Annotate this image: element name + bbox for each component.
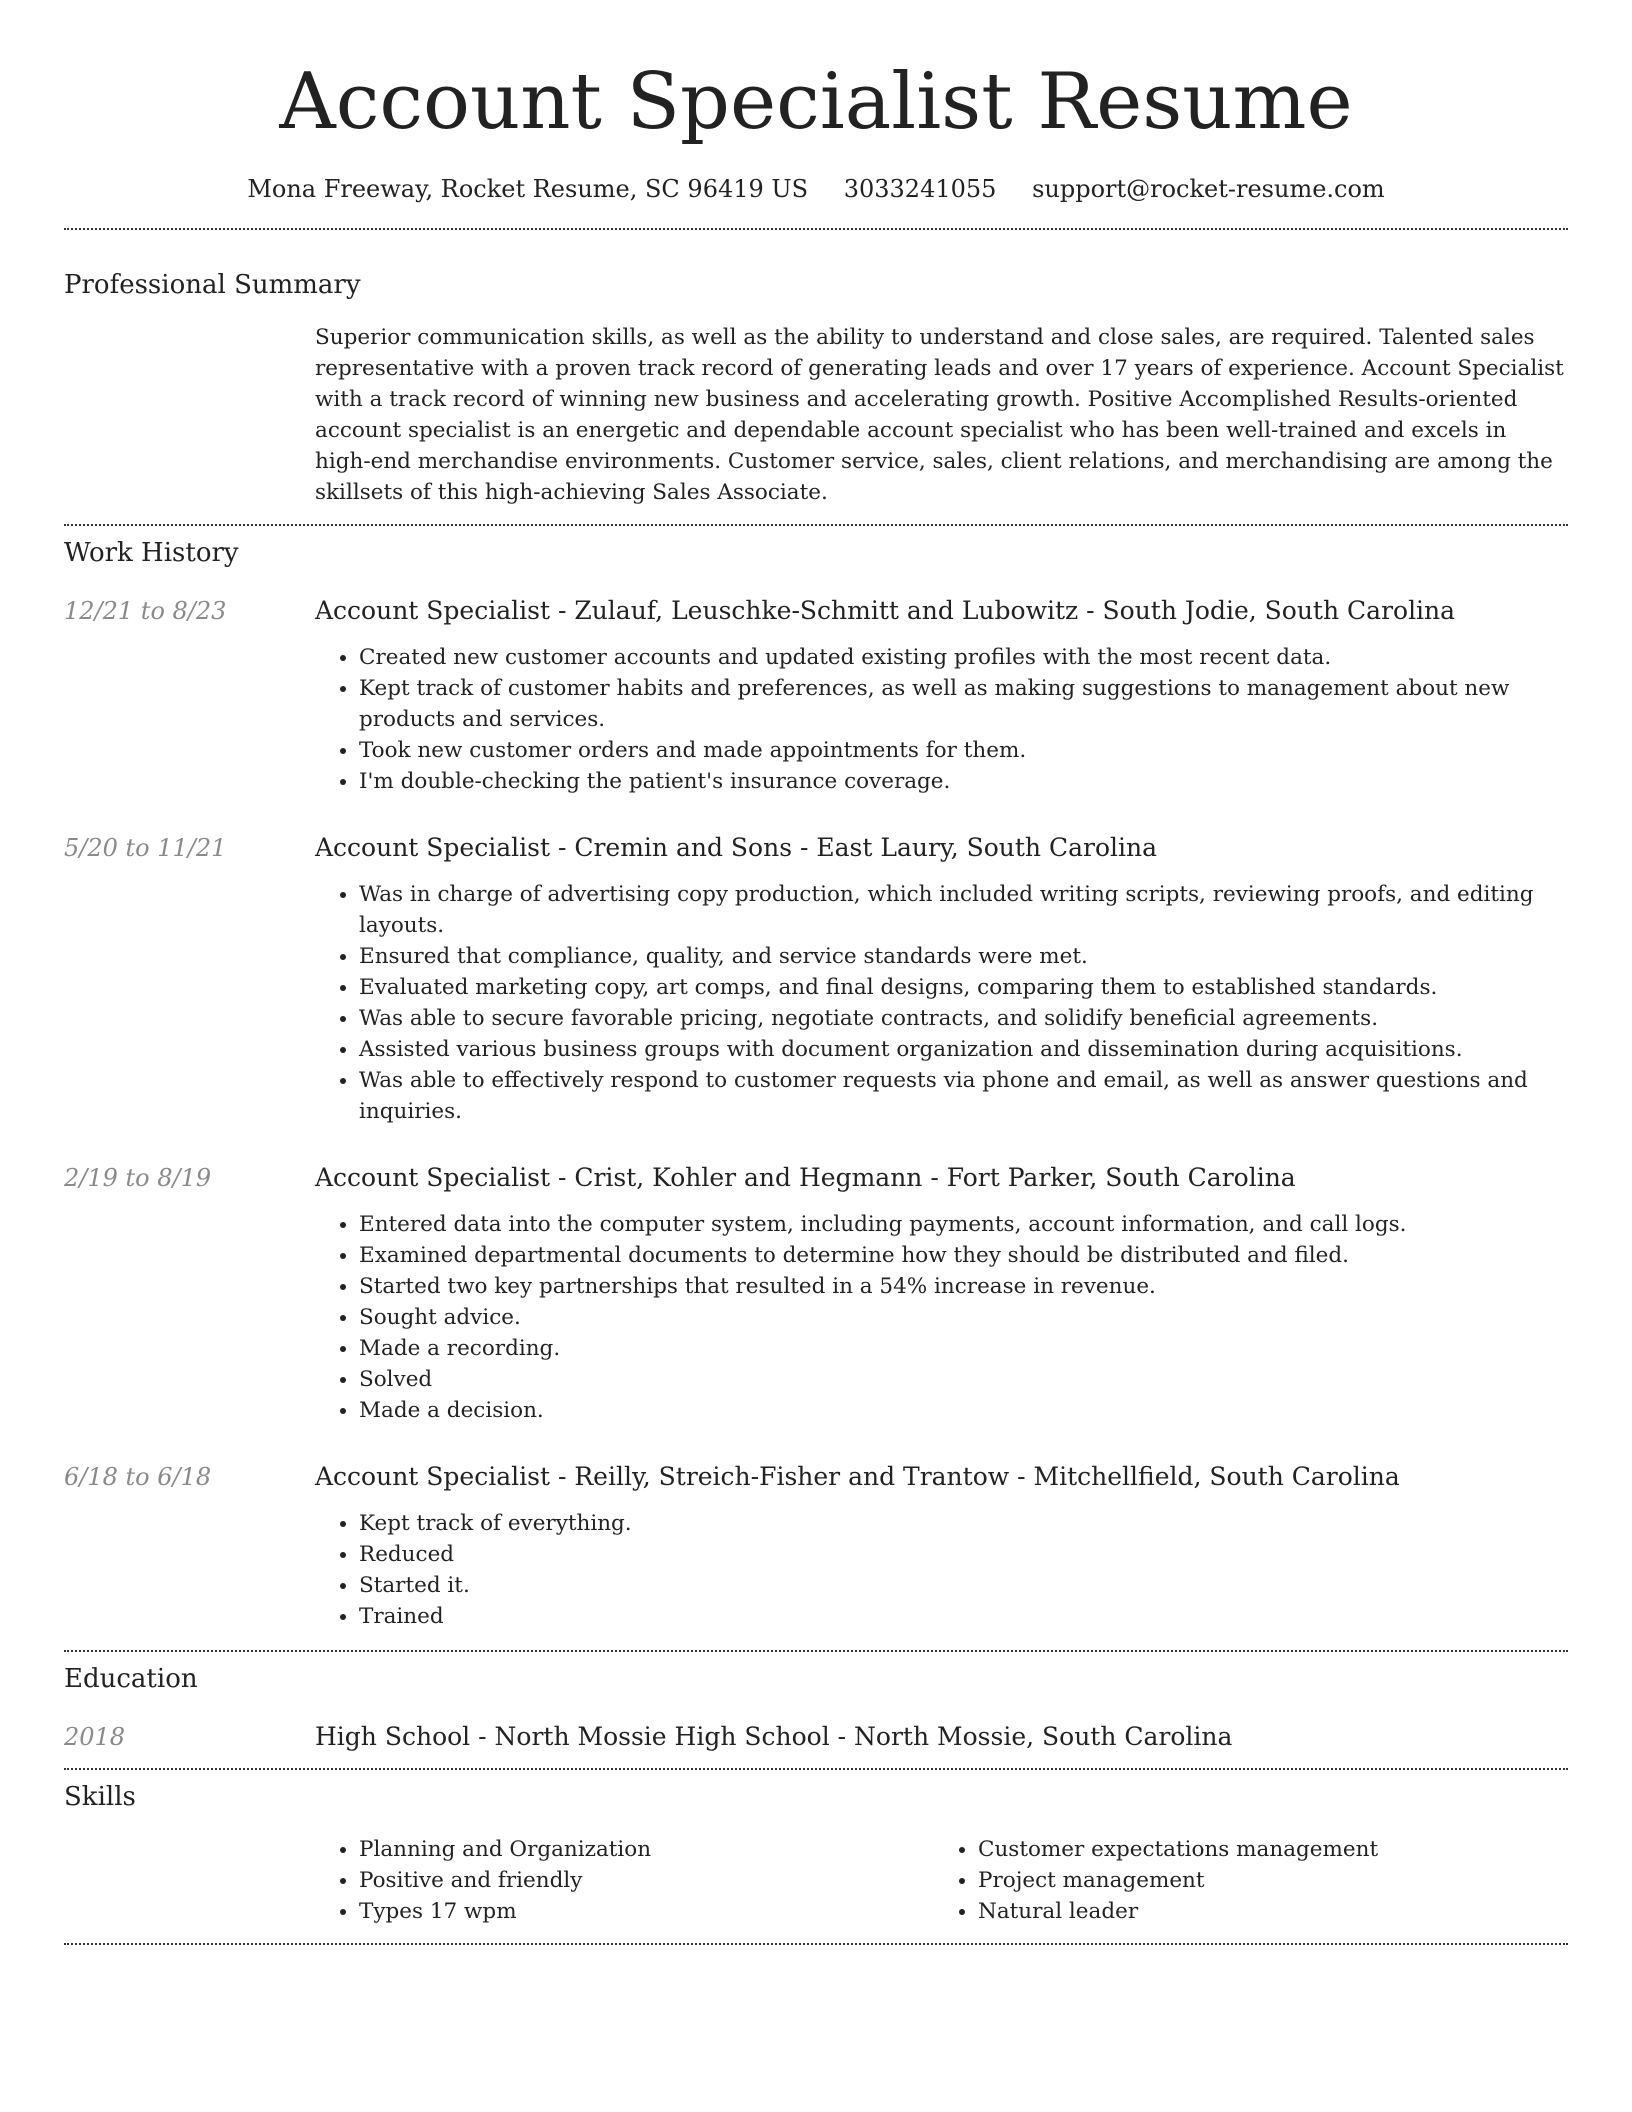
list-item: • Made a recording. — [359, 1333, 1568, 1364]
contact-phone: 3033241055 — [843, 175, 997, 203]
education-divider — [64, 1768, 1568, 1770]
list-item: • Trained — [359, 1601, 1568, 1632]
education-title: High School - North Mossie High School - North Mossie, South Carolina — [315, 1722, 1233, 1751]
job-dates: 5/20 to 11/21 — [64, 834, 227, 862]
job-title: Account Specialist - Reilly, Streich-Fisher and Trantow - Mitchellfield, South Carolina — [315, 1462, 1400, 1491]
job-dates: 2/19 to 8/19 — [64, 1164, 212, 1192]
job-entry — [64, 1161, 1568, 1426]
list-item: • Assisted various business groups with document organization and dissemination during acquisitions. — [359, 1034, 1568, 1065]
list-item: • Took new customer orders and made appointments for them. — [359, 735, 1568, 766]
contact-line — [64, 172, 1568, 206]
skills-list-right — [934, 1834, 1553, 1927]
skills-grid — [315, 1834, 1568, 1927]
list-item: • Positive and friendly — [359, 1865, 934, 1896]
list-item: • Evaluated marketing copy, art comps, and final designs, comparing them to established standards. — [359, 972, 1568, 1003]
job-bullets — [315, 1209, 1568, 1426]
list-item: • Reduced — [359, 1539, 1568, 1570]
list-item: • Sought advice. — [359, 1302, 1568, 1333]
job-entry — [64, 594, 1568, 797]
job-entry — [64, 1460, 1568, 1632]
list-item: • Was able to effectively respond to customer requests via phone and email, as well as answer questions and inquiries. — [359, 1065, 1568, 1127]
summary-heading: Professional Summary — [64, 270, 361, 300]
job-dates: 12/21 to 8/23 — [64, 597, 227, 625]
list-item: • I'm double-checking the patient's insurance coverage. — [359, 766, 1568, 797]
list-item: • Project management — [978, 1865, 1553, 1896]
job-bullets — [315, 1508, 1568, 1632]
education-entry — [64, 1720, 1568, 1754]
list-item: • Examined departmental documents to determine how they should be distributed and filed. — [359, 1240, 1568, 1271]
summary-divider — [64, 524, 1568, 526]
list-item: • Started two key partnerships that resulted in a 54% increase in revenue. — [359, 1271, 1568, 1302]
summary-row — [64, 322, 1568, 508]
skills-heading: Skills — [64, 1782, 136, 1812]
list-item: • Entered data into the computer system, including payments, account information, and call logs. — [359, 1209, 1568, 1240]
list-item: • Kept track of customer habits and preferences, as well as making suggestions to management about new products and services. — [359, 673, 1568, 735]
list-item: • Created new customer accounts and updated existing profiles with the most recent data. — [359, 642, 1568, 673]
job-title: Account Specialist - Zulauf, Leuschke-Schmitt and Lubowitz - South Jodie, South Carolina — [315, 596, 1456, 625]
job-title: Account Specialist - Crist, Kohler and Hegmann - Fort Parker, South Carolina — [315, 1163, 1296, 1192]
list-item: • Ensured that compliance, quality, and service standards were met. — [359, 941, 1568, 972]
list-item: • Solved — [359, 1364, 1568, 1395]
summary-text: Superior communication skills, as well as the ability to understand and close sales, are required. Talented sales representative with a proven track record of generating leads and over 17 years of experience. Account Specialist with a track record of winning new business and accelerating growth. Positive Accomplished Results-oriented account specialist is an energetic and dependable account specialist who has been well-trained and excels in high-end merchandise environments. Customer service, sales, client relations, and merchandising are among the skillsets of this high-achieving Sales Associate. — [315, 325, 1564, 505]
education-heading: Education — [64, 1664, 198, 1694]
work-divider — [64, 1650, 1568, 1652]
skills-row — [64, 1834, 1568, 1927]
header-divider — [64, 228, 1568, 230]
list-item: • Planning and Organization — [359, 1834, 934, 1865]
resume-page — [64, 0, 1568, 1945]
education-date: 2018 — [64, 1723, 126, 1751]
list-item: • Customer expectations management — [978, 1834, 1553, 1865]
job-title: Account Specialist - Cremin and Sons - East Laury, South Carolina — [315, 833, 1158, 862]
list-item: • Natural leader — [978, 1896, 1553, 1927]
contact-address: Mona Freeway, Rocket Resume, SC 96419 US — [247, 175, 809, 203]
resume-title: Account Specialist Resume — [279, 57, 1353, 147]
skills-divider — [64, 1943, 1568, 1945]
work-history-heading: Work History — [64, 538, 239, 568]
job-bullets — [315, 642, 1568, 797]
list-item: • Made a decision. — [359, 1395, 1568, 1426]
job-entry — [64, 831, 1568, 1127]
list-item: • Kept track of everything. — [359, 1508, 1568, 1539]
list-item: • Types 17 wpm — [359, 1896, 934, 1927]
job-bullets — [315, 879, 1568, 1127]
list-item: • Started it. — [359, 1570, 1568, 1601]
list-item: • Was in charge of advertising copy production, which included writing scripts, reviewing proofs, and editing layouts. — [359, 879, 1568, 941]
contact-email: support@rocket-resume.com — [1032, 175, 1385, 203]
skills-list-left — [315, 1834, 934, 1927]
list-item: • Was able to secure favorable pricing, negotiate contracts, and solidify beneficial agreements. — [359, 1003, 1568, 1034]
job-dates: 6/18 to 6/18 — [64, 1463, 212, 1491]
